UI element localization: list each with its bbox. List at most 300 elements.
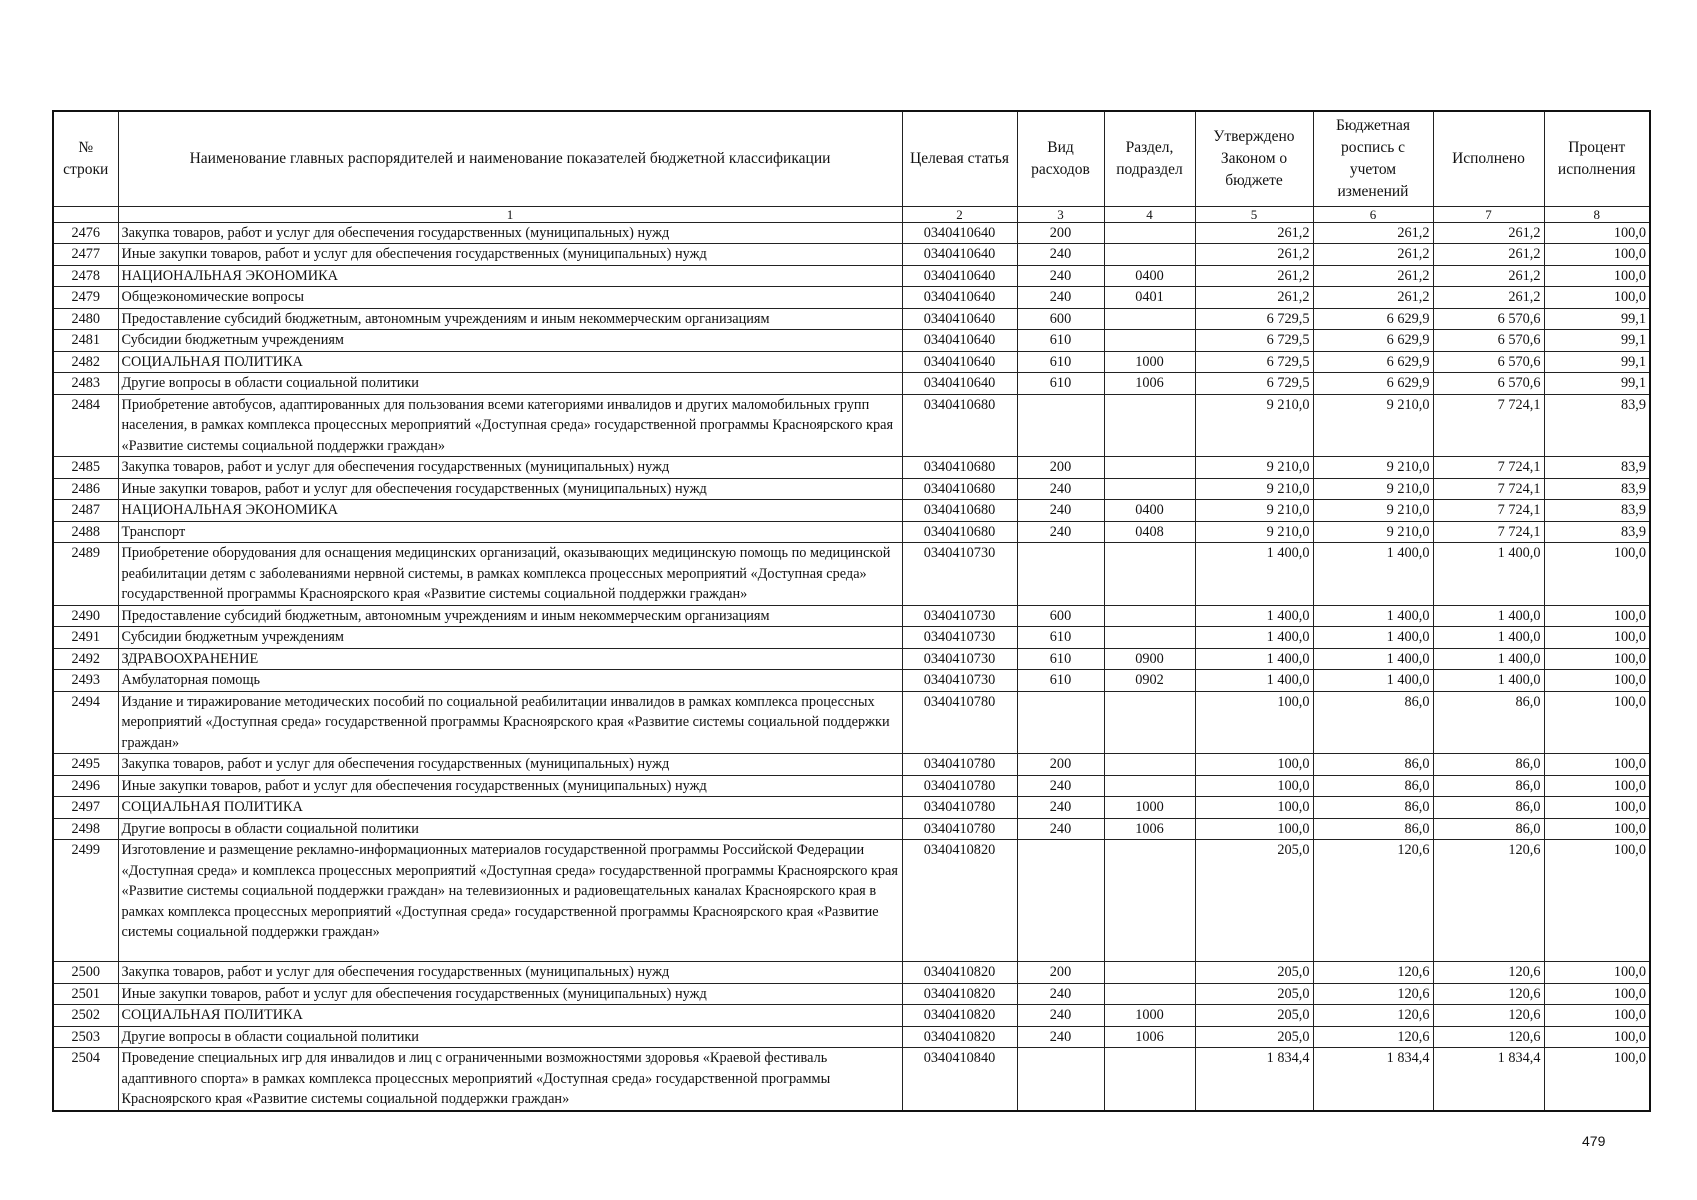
row-executed: 120,6: [1433, 962, 1544, 984]
row-number: 2481: [53, 330, 118, 352]
row-number: 2496: [53, 775, 118, 797]
row-target-article: 0340410820: [902, 1026, 1017, 1048]
row-name: Закупка товаров, работ и услуг для обеспечения государственных (муниципальных) нужд: [118, 457, 902, 479]
row-name: Предоставление субсидий бюджетным, автономным учреждениям и иным некоммерческим организациям: [118, 308, 902, 330]
row-expense-type: 240: [1017, 521, 1104, 543]
row-budget-list: 86,0: [1313, 691, 1433, 754]
row-executed: 1 400,0: [1433, 670, 1544, 692]
header-expense-type: Вид расходов: [1017, 111, 1104, 206]
row-approved: 9 210,0: [1195, 457, 1313, 479]
row-section: 0401: [1104, 287, 1195, 309]
row-budget-list: 6 629,9: [1313, 373, 1433, 395]
row-budget-list: 9 210,0: [1313, 521, 1433, 543]
row-approved: 1 834,4: [1195, 1048, 1313, 1111]
table-row: [53, 818, 1650, 840]
row-approved: 205,0: [1195, 840, 1313, 962]
row-number: 2480: [53, 308, 118, 330]
row-executed: 120,6: [1433, 983, 1544, 1005]
row-section: 1000: [1104, 1005, 1195, 1027]
row-budget-list: 120,6: [1313, 840, 1433, 962]
row-approved: 6 729,5: [1195, 308, 1313, 330]
row-budget-list: 261,2: [1313, 287, 1433, 309]
row-section: [1104, 543, 1195, 606]
row-budget-list: 1 400,0: [1313, 648, 1433, 670]
header-row: [53, 111, 1650, 206]
row-name: Закупка товаров, работ и услуг для обеспечения государственных (муниципальных) нужд: [118, 222, 902, 244]
row-percent: 100,0: [1544, 775, 1650, 797]
row-number: 2504: [53, 1048, 118, 1111]
row-number: 2478: [53, 265, 118, 287]
row-expense-type: 240: [1017, 500, 1104, 522]
row-section: [1104, 691, 1195, 754]
header-row-no: № строки: [53, 111, 118, 206]
row-section: [1104, 330, 1195, 352]
row-expense-type: 200: [1017, 222, 1104, 244]
row-section: 1006: [1104, 373, 1195, 395]
row-section: 0408: [1104, 521, 1195, 543]
row-executed: 1 400,0: [1433, 543, 1544, 606]
row-target-article: 0340410680: [902, 521, 1017, 543]
row-budget-list: 86,0: [1313, 775, 1433, 797]
row-expense-type: 200: [1017, 754, 1104, 776]
header-section: Раздел, подраздел: [1104, 111, 1195, 206]
row-target-article: 0340410640: [902, 265, 1017, 287]
table-row: [53, 605, 1650, 627]
row-number: 2489: [53, 543, 118, 606]
row-name: СОЦИАЛЬНАЯ ПОЛИТИКА: [118, 1005, 902, 1027]
row-expense-type: 240: [1017, 287, 1104, 309]
row-expense-type: 610: [1017, 627, 1104, 649]
row-executed: 86,0: [1433, 775, 1544, 797]
row-name: Иные закупки товаров, работ и услуг для обеспечения государственных (муниципальных) нужд: [118, 983, 902, 1005]
row-expense-type: [1017, 691, 1104, 754]
row-percent: 100,0: [1544, 627, 1650, 649]
row-target-article: 0340410640: [902, 287, 1017, 309]
row-number: 2499: [53, 840, 118, 962]
row-target-article: 0340410820: [902, 983, 1017, 1005]
column-number: 2: [902, 206, 1017, 222]
row-expense-type: 610: [1017, 648, 1104, 670]
row-expense-type: 610: [1017, 670, 1104, 692]
table-row: [53, 265, 1650, 287]
row-name: НАЦИОНАЛЬНАЯ ЭКОНОМИКА: [118, 265, 902, 287]
row-number: 2483: [53, 373, 118, 395]
table-row: [53, 691, 1650, 754]
row-percent: 100,0: [1544, 222, 1650, 244]
row-name: Другие вопросы в области социальной политики: [118, 1026, 902, 1048]
row-executed: 6 570,6: [1433, 308, 1544, 330]
row-target-article: 0340410680: [902, 457, 1017, 479]
row-expense-type: 240: [1017, 797, 1104, 819]
row-expense-type: 600: [1017, 605, 1104, 627]
column-number: 5: [1195, 206, 1313, 222]
row-executed: 7 724,1: [1433, 478, 1544, 500]
row-section: [1104, 457, 1195, 479]
column-number: 7: [1433, 206, 1544, 222]
row-expense-type: 610: [1017, 330, 1104, 352]
row-name: Транспорт: [118, 521, 902, 543]
row-number: 2497: [53, 797, 118, 819]
row-section: 0900: [1104, 648, 1195, 670]
row-target-article: 0340410640: [902, 308, 1017, 330]
row-expense-type: 240: [1017, 244, 1104, 266]
row-budget-list: 120,6: [1313, 1005, 1433, 1027]
row-executed: 261,2: [1433, 244, 1544, 266]
row-executed: 86,0: [1433, 691, 1544, 754]
row-section: 1000: [1104, 351, 1195, 373]
page-number: 479: [1582, 1133, 1606, 1149]
row-approved: 100,0: [1195, 818, 1313, 840]
row-section: 0400: [1104, 500, 1195, 522]
row-section: [1104, 244, 1195, 266]
row-executed: 7 724,1: [1433, 394, 1544, 457]
row-target-article: 0340410780: [902, 818, 1017, 840]
row-approved: 6 729,5: [1195, 373, 1313, 395]
row-budget-list: 120,6: [1313, 1026, 1433, 1048]
row-executed: 6 570,6: [1433, 351, 1544, 373]
row-target-article: 0340410820: [902, 962, 1017, 984]
row-target-article: 0340410820: [902, 840, 1017, 962]
row-name: ЗДРАВООХРАНЕНИЕ: [118, 648, 902, 670]
row-name: Субсидии бюджетным учреждениям: [118, 330, 902, 352]
row-target-article: 0340410730: [902, 627, 1017, 649]
row-target-article: 0340410820: [902, 1005, 1017, 1027]
row-executed: 120,6: [1433, 840, 1544, 962]
row-section: [1104, 962, 1195, 984]
table-row: [53, 222, 1650, 244]
row-approved: 100,0: [1195, 691, 1313, 754]
row-name: Другие вопросы в области социальной политики: [118, 818, 902, 840]
column-number-row: [53, 206, 1650, 222]
row-executed: 1 834,4: [1433, 1048, 1544, 1111]
row-executed: 1 400,0: [1433, 605, 1544, 627]
column-number: 1: [118, 206, 902, 222]
table-row: [53, 797, 1650, 819]
row-budget-list: 86,0: [1313, 818, 1433, 840]
table-row: [53, 1005, 1650, 1027]
row-approved: 9 210,0: [1195, 394, 1313, 457]
row-expense-type: [1017, 543, 1104, 606]
row-name: Иные закупки товаров, работ и услуг для обеспечения государственных (муниципальных) нужд: [118, 478, 902, 500]
row-number: 2493: [53, 670, 118, 692]
row-budget-list: 6 629,9: [1313, 308, 1433, 330]
row-section: 1000: [1104, 797, 1195, 819]
row-section: [1104, 983, 1195, 1005]
row-percent: 100,0: [1544, 818, 1650, 840]
row-target-article: 0340410640: [902, 244, 1017, 266]
row-percent: 100,0: [1544, 983, 1650, 1005]
row-name: Иные закупки товаров, работ и услуг для обеспечения государственных (муниципальных) нужд: [118, 775, 902, 797]
row-name: Предоставление субсидий бюджетным, автономным учреждениям и иным некоммерческим организациям: [118, 605, 902, 627]
row-target-article: 0340410640: [902, 373, 1017, 395]
row-percent: 100,0: [1544, 797, 1650, 819]
row-expense-type: 600: [1017, 308, 1104, 330]
table-row: [53, 543, 1650, 606]
row-name: Изготовление и размещение рекламно-информационных материалов государственной программы Российской Федерации «Доступная среда» и комплекса процессных мероприятий «Доступная среда» государственной программы Красноярского края «Развитие системы социальной поддержки граждан» на телевизионных и радиовещательных каналах Красноярского края в рамках комплекса процессных мероприятий «Доступная среда» государственной программы Красноярского края «Развитие системы социальной поддержки граждан»: [118, 840, 902, 962]
row-name: Приобретение автобусов, адаптированных для пользования всеми категориями инвалидов и других маломобильных групп населения, в рамках комплекса процессных мероприятий «Доступная среда» государственной программы Красноярского края «Развитие системы социальной поддержки граждан»: [118, 394, 902, 457]
row-section: 0902: [1104, 670, 1195, 692]
row-percent: 83,9: [1544, 521, 1650, 543]
row-name: СОЦИАЛЬНАЯ ПОЛИТИКА: [118, 351, 902, 373]
row-percent: 83,9: [1544, 457, 1650, 479]
row-approved: 1 400,0: [1195, 605, 1313, 627]
table-row: [53, 648, 1650, 670]
column-number: 3: [1017, 206, 1104, 222]
row-expense-type: [1017, 1048, 1104, 1111]
row-approved: 205,0: [1195, 1005, 1313, 1027]
row-percent: 100,0: [1544, 287, 1650, 309]
row-approved: 1 400,0: [1195, 670, 1313, 692]
row-number: 2482: [53, 351, 118, 373]
row-target-article: 0340410640: [902, 222, 1017, 244]
row-expense-type: 610: [1017, 373, 1104, 395]
row-section: [1104, 754, 1195, 776]
row-target-article: 0340410730: [902, 648, 1017, 670]
table-row: [53, 775, 1650, 797]
row-percent: 100,0: [1544, 265, 1650, 287]
row-number: 2500: [53, 962, 118, 984]
row-number: 2502: [53, 1005, 118, 1027]
table-row: [53, 330, 1650, 352]
header-percent: Процент исполнения: [1544, 111, 1650, 206]
row-section: 0400: [1104, 265, 1195, 287]
row-target-article: 0340410680: [902, 394, 1017, 457]
row-target-article: 0340410780: [902, 797, 1017, 819]
row-target-article: 0340410680: [902, 478, 1017, 500]
row-name: Иные закупки товаров, работ и услуг для обеспечения государственных (муниципальных) нужд: [118, 244, 902, 266]
row-budget-list: 1 834,4: [1313, 1048, 1433, 1111]
row-number: 2476: [53, 222, 118, 244]
row-name: Субсидии бюджетным учреждениям: [118, 627, 902, 649]
row-target-article: 0340410780: [902, 775, 1017, 797]
row-budget-list: 120,6: [1313, 962, 1433, 984]
row-name: СОЦИАЛЬНАЯ ПОЛИТИКА: [118, 797, 902, 819]
row-budget-list: 1 400,0: [1313, 627, 1433, 649]
row-expense-type: [1017, 394, 1104, 457]
row-approved: 205,0: [1195, 962, 1313, 984]
row-target-article: 0340410840: [902, 1048, 1017, 1111]
row-expense-type: 240: [1017, 265, 1104, 287]
row-percent: 99,1: [1544, 330, 1650, 352]
row-name: Общеэкономические вопросы: [118, 287, 902, 309]
row-executed: 1 400,0: [1433, 648, 1544, 670]
table-row: [53, 962, 1650, 984]
row-approved: 9 210,0: [1195, 521, 1313, 543]
row-number: 2492: [53, 648, 118, 670]
table-row: [53, 627, 1650, 649]
row-target-article: 0340410640: [902, 351, 1017, 373]
row-name: Издание и тиражирование методических пособий по социальной реабилитации инвалидов в рамках комплекса процессных мероприятий «Доступная среда» государственной программы Красноярского края «Развитие системы социальной поддержки граждан»: [118, 691, 902, 754]
row-approved: 100,0: [1195, 775, 1313, 797]
row-section: [1104, 394, 1195, 457]
row-executed: 1 400,0: [1433, 627, 1544, 649]
row-executed: 261,2: [1433, 265, 1544, 287]
table-row: [53, 244, 1650, 266]
row-budget-list: 1 400,0: [1313, 605, 1433, 627]
row-number: 2485: [53, 457, 118, 479]
header-executed: Исполнено: [1433, 111, 1544, 206]
table-body: [53, 222, 1650, 1111]
row-percent: 83,9: [1544, 394, 1650, 457]
row-approved: 6 729,5: [1195, 351, 1313, 373]
row-approved: 261,2: [1195, 265, 1313, 287]
row-number: 2498: [53, 818, 118, 840]
row-executed: 261,2: [1433, 222, 1544, 244]
row-executed: 86,0: [1433, 797, 1544, 819]
row-percent: 100,0: [1544, 754, 1650, 776]
row-approved: 9 210,0: [1195, 478, 1313, 500]
row-number: 2495: [53, 754, 118, 776]
header-target-article: Целевая статья: [902, 111, 1017, 206]
row-budget-list: 120,6: [1313, 983, 1433, 1005]
row-section: 1006: [1104, 1026, 1195, 1048]
table-row: [53, 1026, 1650, 1048]
column-number: 6: [1313, 206, 1433, 222]
header-name: Наименование главных распорядителей и наименование показателей бюджетной классификации: [118, 111, 902, 206]
row-percent: 100,0: [1544, 1005, 1650, 1027]
table-row: [53, 670, 1650, 692]
row-percent: 100,0: [1544, 691, 1650, 754]
row-percent: 99,1: [1544, 308, 1650, 330]
row-expense-type: 240: [1017, 818, 1104, 840]
row-percent: 99,1: [1544, 351, 1650, 373]
row-approved: 261,2: [1195, 287, 1313, 309]
table-row: [53, 521, 1650, 543]
row-number: 2501: [53, 983, 118, 1005]
row-number: 2488: [53, 521, 118, 543]
row-approved: 6 729,5: [1195, 330, 1313, 352]
row-budget-list: 9 210,0: [1313, 457, 1433, 479]
row-section: [1104, 308, 1195, 330]
row-number: 2503: [53, 1026, 118, 1048]
row-approved: 1 400,0: [1195, 648, 1313, 670]
table-row: [53, 373, 1650, 395]
row-name: Другие вопросы в области социальной политики: [118, 373, 902, 395]
row-name: НАЦИОНАЛЬНАЯ ЭКОНОМИКА: [118, 500, 902, 522]
row-percent: 100,0: [1544, 962, 1650, 984]
row-approved: 1 400,0: [1195, 627, 1313, 649]
column-number: 8: [1544, 206, 1650, 222]
row-expense-type: 240: [1017, 983, 1104, 1005]
row-budget-list: 86,0: [1313, 797, 1433, 819]
row-expense-type: [1017, 840, 1104, 962]
row-executed: 120,6: [1433, 1026, 1544, 1048]
row-name: Проведение специальных игр для инвалидов и лиц с ограниченными возможностями здоровья «Краевой фестиваль адаптивного спорта» в рамках комплекса процессных мероприятий «Доступная среда» государственной программы Красноярского края «Развитие системы социальной поддержки граждан»: [118, 1048, 902, 1111]
header-approved: Утверждено Законом о бюджете: [1195, 111, 1313, 206]
row-percent: 100,0: [1544, 605, 1650, 627]
row-target-article: 0340410730: [902, 543, 1017, 606]
row-target-article: 0340410780: [902, 754, 1017, 776]
row-expense-type: 200: [1017, 457, 1104, 479]
row-percent: 100,0: [1544, 670, 1650, 692]
row-name: Амбулаторная помощь: [118, 670, 902, 692]
table-row: [53, 983, 1650, 1005]
row-expense-type: 610: [1017, 351, 1104, 373]
row-approved: 205,0: [1195, 983, 1313, 1005]
row-expense-type: 240: [1017, 775, 1104, 797]
row-number: 2494: [53, 691, 118, 754]
row-budget-list: 6 629,9: [1313, 351, 1433, 373]
row-approved: 261,2: [1195, 222, 1313, 244]
row-target-article: 0340410730: [902, 605, 1017, 627]
row-percent: 100,0: [1544, 244, 1650, 266]
row-executed: 261,2: [1433, 287, 1544, 309]
row-name: Закупка товаров, работ и услуг для обеспечения государственных (муниципальных) нужд: [118, 754, 902, 776]
row-number: 2490: [53, 605, 118, 627]
row-target-article: 0340410730: [902, 670, 1017, 692]
row-name: Приобретение оборудования для оснащения медицинских организаций, оказывающих медицинскую помощь по медицинской реабилитации детям с заболеваниями нервной системы, в рамках комплекса процессных мероприятий «Доступная среда» государственной программы Красноярского края «Развитие системы социальной поддержки граждан»: [118, 543, 902, 606]
row-number: 2477: [53, 244, 118, 266]
table-row: [53, 1048, 1650, 1111]
row-percent: 100,0: [1544, 543, 1650, 606]
table-row: [53, 351, 1650, 373]
row-budget-list: 1 400,0: [1313, 670, 1433, 692]
table-row: [53, 754, 1650, 776]
row-number: 2484: [53, 394, 118, 457]
row-executed: 86,0: [1433, 818, 1544, 840]
row-budget-list: 9 210,0: [1313, 478, 1433, 500]
row-executed: 7 724,1: [1433, 521, 1544, 543]
row-section: [1104, 627, 1195, 649]
row-budget-list: 6 629,9: [1313, 330, 1433, 352]
row-expense-type: 200: [1017, 962, 1104, 984]
table-row: [53, 500, 1650, 522]
row-executed: 7 724,1: [1433, 500, 1544, 522]
table-row: [53, 478, 1650, 500]
row-number: 2491: [53, 627, 118, 649]
row-budget-list: 9 210,0: [1313, 500, 1433, 522]
row-percent: 83,9: [1544, 500, 1650, 522]
row-budget-list: 261,2: [1313, 244, 1433, 266]
row-number: 2479: [53, 287, 118, 309]
row-budget-list: 261,2: [1313, 265, 1433, 287]
row-approved: 261,2: [1195, 244, 1313, 266]
row-expense-type: 240: [1017, 1026, 1104, 1048]
row-approved: 100,0: [1195, 797, 1313, 819]
row-approved: 100,0: [1195, 754, 1313, 776]
table-row: [53, 394, 1650, 457]
row-budget-list: 9 210,0: [1313, 394, 1433, 457]
row-expense-type: 240: [1017, 478, 1104, 500]
row-executed: 6 570,6: [1433, 330, 1544, 352]
row-executed: 6 570,6: [1433, 373, 1544, 395]
column-number-blank: [53, 206, 118, 222]
row-executed: 7 724,1: [1433, 457, 1544, 479]
row-expense-type: 240: [1017, 1005, 1104, 1027]
column-number: 4: [1104, 206, 1195, 222]
row-name: Закупка товаров, работ и услуг для обеспечения государственных (муниципальных) нужд: [118, 962, 902, 984]
row-executed: 86,0: [1433, 754, 1544, 776]
table-row: [53, 308, 1650, 330]
row-section: 1006: [1104, 818, 1195, 840]
row-budget-list: 1 400,0: [1313, 543, 1433, 606]
row-percent: 83,9: [1544, 478, 1650, 500]
row-section: [1104, 1048, 1195, 1111]
row-approved: 9 210,0: [1195, 500, 1313, 522]
row-percent: 100,0: [1544, 648, 1650, 670]
row-percent: 100,0: [1544, 840, 1650, 962]
table-row: [53, 287, 1650, 309]
row-percent: 100,0: [1544, 1048, 1650, 1111]
row-target-article: 0340410680: [902, 500, 1017, 522]
row-section: [1104, 222, 1195, 244]
row-budget-list: 86,0: [1313, 754, 1433, 776]
row-approved: 1 400,0: [1195, 543, 1313, 606]
row-number: 2486: [53, 478, 118, 500]
table-row: [53, 840, 1650, 962]
row-executed: 120,6: [1433, 1005, 1544, 1027]
row-section: [1104, 478, 1195, 500]
